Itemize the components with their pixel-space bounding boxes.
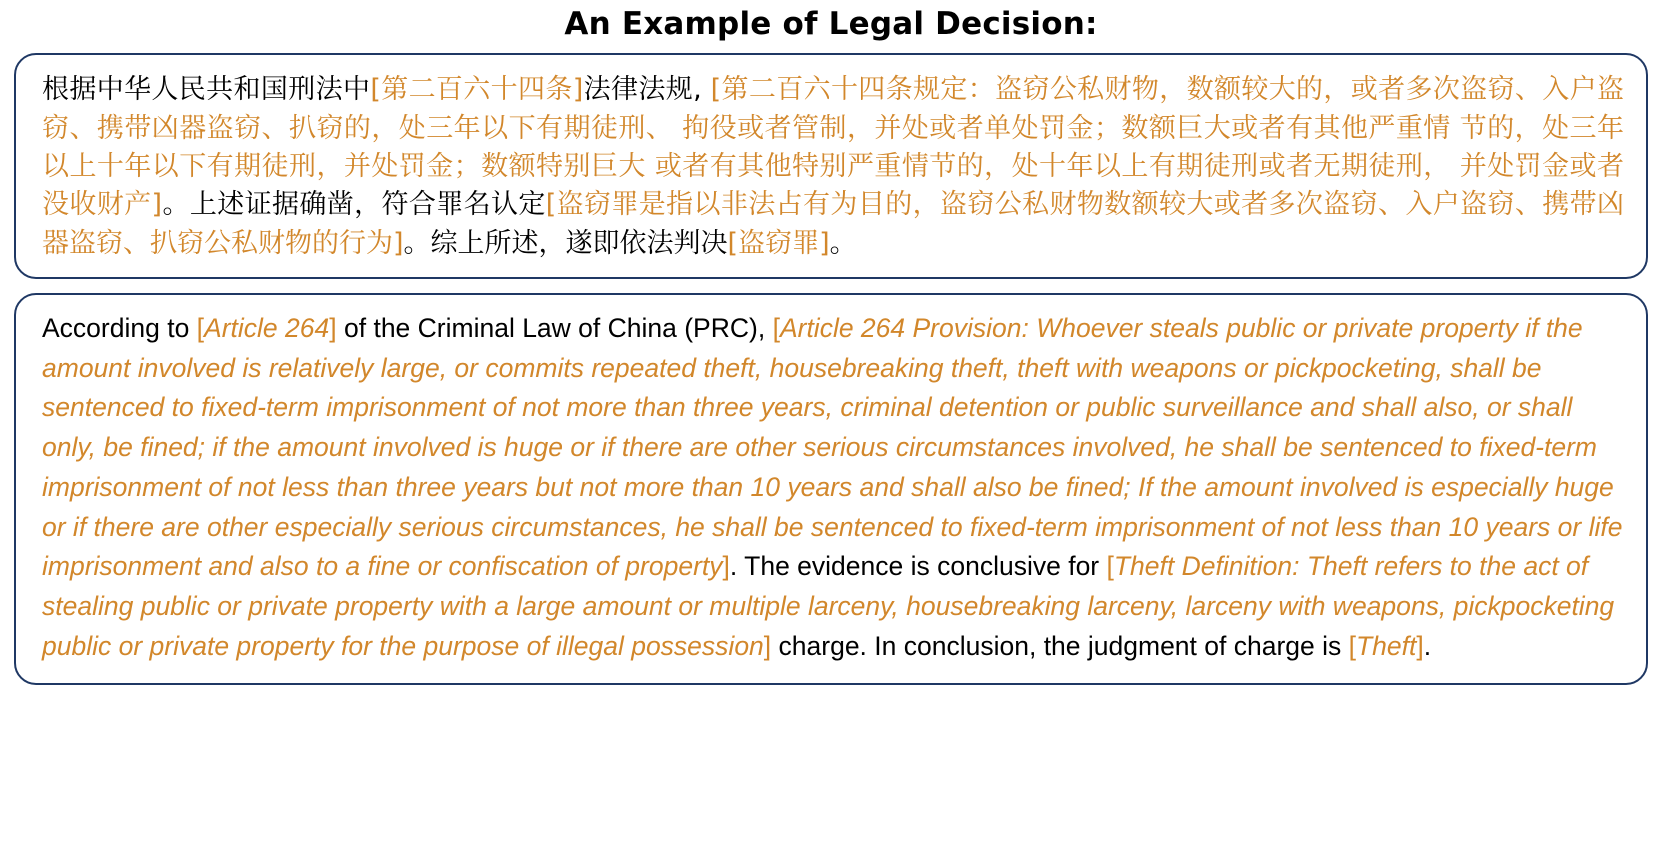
highlighted-legal-text: Article 264 [204, 312, 330, 343]
bracket-marker: ] [151, 189, 163, 221]
bracket-marker: [ [772, 312, 780, 343]
english-decision-text [42, 309, 1624, 667]
chinese-decision-text [42, 71, 1624, 263]
bracket-marker: [ [1106, 551, 1114, 582]
plain-text: . [1423, 630, 1432, 661]
plain-text: According to [42, 312, 197, 343]
highlighted-legal-text: Theft Definition: Theft refers to the act of stealing public or private property with a large amount or multiple larceny, housebreaking larceny, larceny with weapons, pickpocketing public or private property for the purpose of illegal possession [42, 551, 1615, 661]
plain-text: charge. In conclusion, the judgment of charge is [771, 630, 1349, 661]
highlighted-legal-text: 第二百六十四条 [380, 74, 573, 106]
highlighted-legal-text: 盗窃罪 [738, 227, 820, 259]
bracket-marker: [ [196, 312, 205, 343]
page-title: An Example of Legal Decision: [564, 6, 1098, 42]
plain-text: 根据中华人民共和国刑法中 [42, 74, 371, 106]
chinese-decision-panel [14, 53, 1648, 279]
plain-text: . The evidence is conclusive for [729, 551, 1107, 582]
plain-text: 。上述证据确凿，符合罪名认定 [162, 189, 546, 221]
plain-text: 法律法规, [583, 74, 711, 106]
bracket-marker: ] [572, 74, 584, 106]
bracket-marker: ] [1416, 630, 1424, 661]
bracket-marker: [ [370, 74, 381, 106]
bracket-marker: [ [727, 227, 739, 259]
bracket-marker: ] [393, 227, 404, 259]
bracket-marker: ] [722, 551, 730, 582]
highlighted-legal-text: Theft [1356, 630, 1417, 661]
bracket-marker: [ [545, 189, 557, 221]
highlighted-legal-text: Article 264 Provision: Whoever steals public or private property if the amount involved is relatively large, or commits repeated theft, housebreaking theft, theft with weapons or pickpocketing, shall be sentenced to fixed-term imprisonment of not more than three years, criminal detention or public surveillance and shall also, or shall only, be fined; if the amount involved is huge or if there are other serious circumstances involved, he shall be sentenced to fixed-term imprisonment of not less than three years but not more than 10 years and shall also be fined; If the amount involved is especially huge or if there are other especially serious circumstances, he shall be sentenced to fixed-term imprisonment of not less than 10 years or life imprisonment and also to a fine or confiscation of property [42, 312, 1623, 582]
highlighted-legal-text: 盗窃罪是指以非法占有为目的，盗窃公私财物数额较大或者多次盗窃、入户盗窃、携带凶器盗窃、扒窃公私财物的行为 [42, 189, 1625, 259]
highlighted-legal-text: 第二百六十四条规定：盗窃公私财物，数额较大的，或者多次盗窃、入户盗窃、携带凶器盗窃、扒窃的，处三年以下有期徒刑、 拘役或者管制，并处或者单处罚金；数额巨大或者有其他严重情 节的，处三年以上十年以下有期徒刑，并处罚金；数额特别巨大 或者有其他特别严重情节的，处十年以上有期徒刑或者无期徒刑， 并处罚金或者没收财产 [42, 74, 1625, 221]
bracket-marker: [ [710, 74, 722, 106]
bracket-marker: ] [329, 312, 337, 343]
english-decision-panel [14, 293, 1648, 685]
bracket-marker: ] [763, 630, 772, 661]
bracket-marker: [ [1348, 630, 1356, 661]
plain-text: 。综上所述，遂即依法判决 [403, 227, 728, 259]
plain-text: of the Criminal Law of China (PRC), [336, 312, 773, 343]
bracket-marker: ] [819, 227, 830, 259]
plain-text: 。 [829, 227, 857, 259]
